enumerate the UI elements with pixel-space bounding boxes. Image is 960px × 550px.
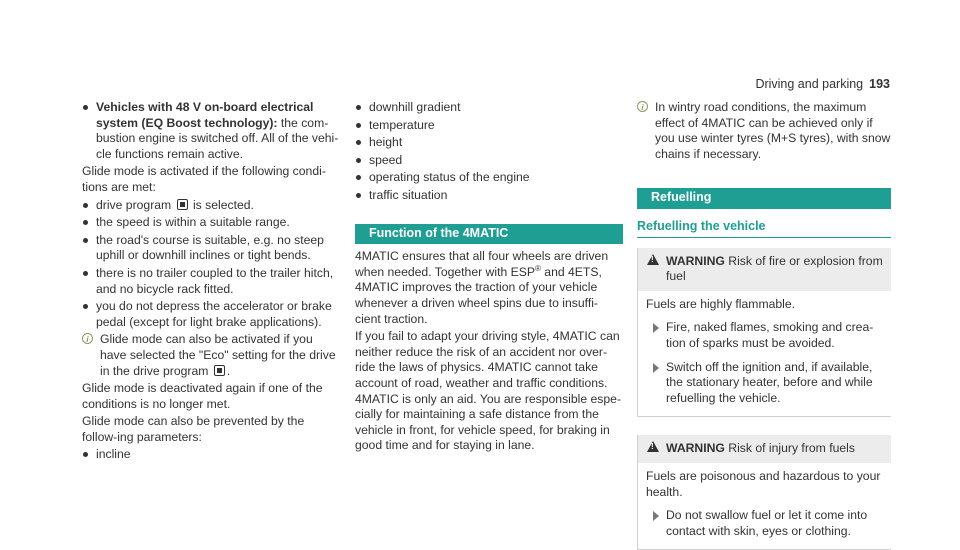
warning-icon xyxy=(647,441,659,452)
paragraph-4matic-intro xyxy=(355,249,623,327)
warning-step: Fire, naked flames, smoking and crea-tion of sparks must be avoided. xyxy=(646,320,883,351)
section-name: Driving and parking xyxy=(755,77,864,91)
warning-title: Risk of injury from fuels xyxy=(724,441,855,456)
page-number: 193 xyxy=(869,77,890,91)
drive-program-e-icon xyxy=(177,199,188,210)
list-item: there is no trailer coupled to the trailer hitch, and no bicycle rack fitted. xyxy=(82,266,340,297)
list-item: temperature xyxy=(355,118,623,134)
subheading-refuelling-vehicle: Refuelling the vehicle xyxy=(637,219,891,238)
warning-header xyxy=(638,435,891,463)
section-heading-4matic: Function of the 4MATIC xyxy=(355,224,623,245)
note-text: In wintry road conditions, the maximum effect of 4MATIC can be achieved only if you use winter tyres (M+S tyres), with snow chains if necessary. xyxy=(655,100,891,161)
info-icon: i xyxy=(82,333,93,344)
list-item: you do not depress the accelerator or brake pedal (except for light brake applications). xyxy=(82,299,340,330)
list-item xyxy=(82,100,340,162)
list-item xyxy=(82,198,340,214)
warning-header xyxy=(638,248,891,291)
paragraph-prevented: Glide mode can also be prevented by the follow-ing parameters: xyxy=(82,414,305,444)
drive-program-i-icon xyxy=(214,365,225,376)
registered-mark: ® xyxy=(535,263,541,273)
section-heading-refuelling: Refuelling xyxy=(637,188,891,209)
page-header xyxy=(755,77,890,93)
info-icon: i xyxy=(637,101,648,112)
list-item: traffic situation xyxy=(355,188,623,204)
note-text: Glide mode can also be activated if you have selected the "Eco" setting for the drive in the drive program xyxy=(100,332,336,378)
condition-text: drive program xyxy=(96,197,172,212)
note xyxy=(637,100,891,162)
warning-title: Risk of fire or explosion from fuel xyxy=(666,253,883,284)
list-item: downhill gradient xyxy=(355,100,623,116)
warning-step: Do not swallow fuel or let it come into contact with skin, eyes or clothing. xyxy=(646,508,883,539)
condition-text: is selected. xyxy=(192,197,254,212)
list-item: operating status of the engine xyxy=(355,170,623,186)
list-item: speed xyxy=(355,153,623,169)
list-item: height xyxy=(355,135,623,151)
note xyxy=(82,332,340,379)
list-item: incline xyxy=(82,447,340,463)
warning-label: WARNING xyxy=(666,441,725,456)
warning-step: Switch off the ignition and, if available, the stationary heater, before and while refuelling the vehicle. xyxy=(646,360,883,407)
warning-text: Fuels are highly flammable. xyxy=(646,296,796,311)
warning-text: Fuels are poisonous and hazardous to your health. xyxy=(646,468,881,499)
paragraph-text: and 4ETS, 4MATIC improves the traction of your vehicle whenever a driven wheel spins due to insuffi-cient traction. xyxy=(355,264,602,326)
bullet-bold-lead: Vehicles with 48 V on-board electrical system (EQ Boost technology): xyxy=(96,100,314,130)
warning-box xyxy=(637,248,891,418)
column-middle xyxy=(355,100,623,454)
column-left xyxy=(82,100,340,463)
list-item: the road's course is suitable, e.g. no steep uphill or downhill inclines or tight bends. xyxy=(82,233,340,264)
paragraph-text: 4MATIC ensures that all four wheels are driven when needed. Together with ESP xyxy=(355,249,609,279)
list-item: the speed is within a suitable range. xyxy=(82,215,340,231)
bullet-text: the com-bustion engine is switched off. All of the vehi-cle functions remain active. xyxy=(96,115,339,161)
paragraph-4matic-limits: If you fail to adapt your driving style, 4MATIC can neither reduce the risk of an accident nor over-ride the laws of physics. 4MATIC cannot take account of road, weather and traffic conditions. 4MATIC is only an aid. You are responsible espe-cially for maintaining a safe distance from the vehicle in front, for vehicle speed, for braking in good time and for staying in lane. xyxy=(355,329,622,453)
paragraph-deactivated: Glide mode is deactivated again if one of the conditions is no longer met. xyxy=(82,381,323,411)
note-text-end: . xyxy=(226,363,231,378)
paragraph-glide-activated: Glide mode is activated if the following condi-tions are met: xyxy=(82,164,326,194)
column-right xyxy=(637,100,891,550)
warning-icon xyxy=(647,254,659,265)
warning-label: WARNING xyxy=(666,253,725,268)
